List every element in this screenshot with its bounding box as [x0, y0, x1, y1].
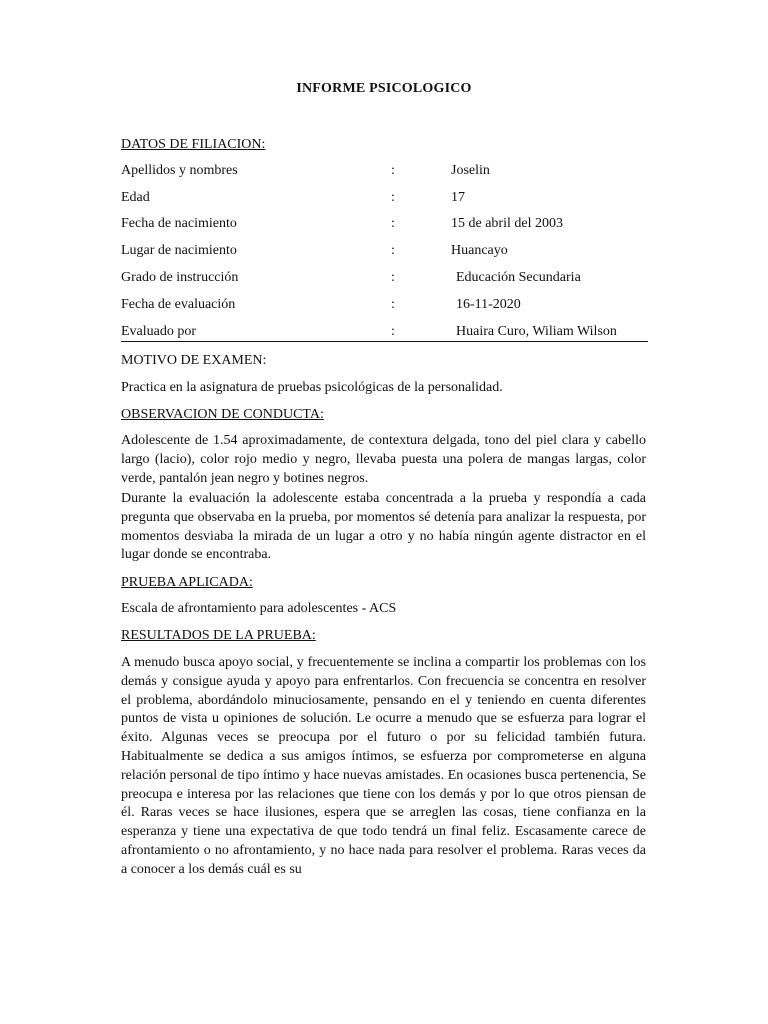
row-label: Fecha de evaluación — [121, 297, 236, 312]
resultados-heading: RESULTADOS DE LA PRUEBA: — [121, 628, 316, 643]
row-colon: : — [391, 163, 395, 178]
document-title: INFORME PSICOLOGICO — [296, 81, 472, 96]
row-colon: : — [391, 243, 395, 258]
row-label: Evaluado por — [121, 324, 197, 339]
filiacion-row-edad — [121, 189, 648, 207]
resultados-paragraph: A menudo busca apoyo social, y frecuentemente se inclina a compartir los problemas con los demás y consigue ayuda y apoyo para enfrentarlos. Con frecuencia se concentra en resolver el problema, abordándolo minuciosamente, pensando en el y teniendo en cuenta diferentes puntos de vista u opiniones de solución. Le ocurre a menudo que se esfuerza para lograr el éxito. Algunas veces se preocupa por el futuro o por su felicidad también futura. Habitualmente se dedica a sus amigos íntimos, se esfuerza por comprometerse en alguna relación personal de tipo íntimo y hace nuevas amistades. En ocasiones busca pertenencia, Se preocupa e interesa por las relaciones que tiene con los demás y por lo que otros piensan de él. Raras veces se hace ilusiones, espera que se arreglen las cosas, tiene confianza en la esperanza y tiene una expectativa de que todo tendrá un final feliz. Escasamente carece de afrontamiento o no afrontamiento, y no hace nada para resolver el problema. Raras veces da a conocer a los demás cuál es su — [121, 655, 646, 877]
row-label: Grado de instrucción — [121, 270, 239, 285]
row-colon: : — [391, 324, 395, 339]
row-colon: : — [391, 190, 395, 205]
observacion-heading: OBSERVACION DE CONDUCTA: — [121, 407, 324, 422]
row-value: Huaira Curo, Wiliam Wilson — [456, 324, 617, 339]
row-label: Lugar de nacimiento — [121, 243, 237, 258]
filiacion-divider — [121, 341, 648, 342]
prueba-text: Escala de afrontamiento para adolescentes - ACS — [121, 601, 397, 616]
row-label: Apellidos y nombres — [121, 163, 238, 178]
observacion-paragraph-1: Adolescente de 1.54 aproximadamente, de contextura delgada, tono del piel clara y cabello largo (lacio), color rojo medio y negro, llevaba puesta una polera de mangas largas, color verde, pantalón jean negro y botines negros. — [121, 433, 646, 486]
row-colon: : — [391, 270, 395, 285]
row-label: Fecha de nacimiento — [121, 216, 237, 231]
observacion-paragraph-2: Durante la evaluación la adolescente estaba concentrada a la prueba y respondía a cada pregunta que observaba en la prueba, por momentos sé detenía para analizar la respuesta, por momentos desviaba la mirada de un lugar a otro y no había ningún agente distractor en el lugar donde se encontraba. — [121, 491, 646, 563]
row-value: 16-11-2020 — [456, 297, 521, 312]
filiacion-row-lugar-nacimiento — [121, 242, 648, 260]
motivo-heading: MOTIVO DE EXAMEN: — [121, 353, 267, 368]
row-label: Edad — [121, 190, 150, 205]
filiacion-row-grado — [121, 269, 648, 287]
row-value: Joselin — [451, 163, 490, 178]
row-colon: : — [391, 216, 395, 231]
filiacion-row-fecha-nacimiento — [121, 215, 648, 233]
row-value: 15 de abril del 2003 — [451, 216, 563, 231]
motivo-text: Practica en la asignatura de pruebas psicológicas de la personalidad. — [121, 380, 503, 395]
filiacion-row-evaluado-por — [121, 323, 648, 341]
row-colon: : — [391, 297, 395, 312]
row-value: Huancayo — [451, 243, 508, 258]
filiacion-row-nombres — [121, 162, 648, 180]
row-value: 17 — [451, 190, 465, 205]
prueba-heading: PRUEBA APLICADA: — [121, 575, 253, 590]
filiacion-heading: DATOS DE FILIACION: — [121, 137, 266, 152]
filiacion-row-fecha-evaluacion — [121, 296, 648, 314]
row-value: Educación Secundaria — [456, 270, 581, 285]
